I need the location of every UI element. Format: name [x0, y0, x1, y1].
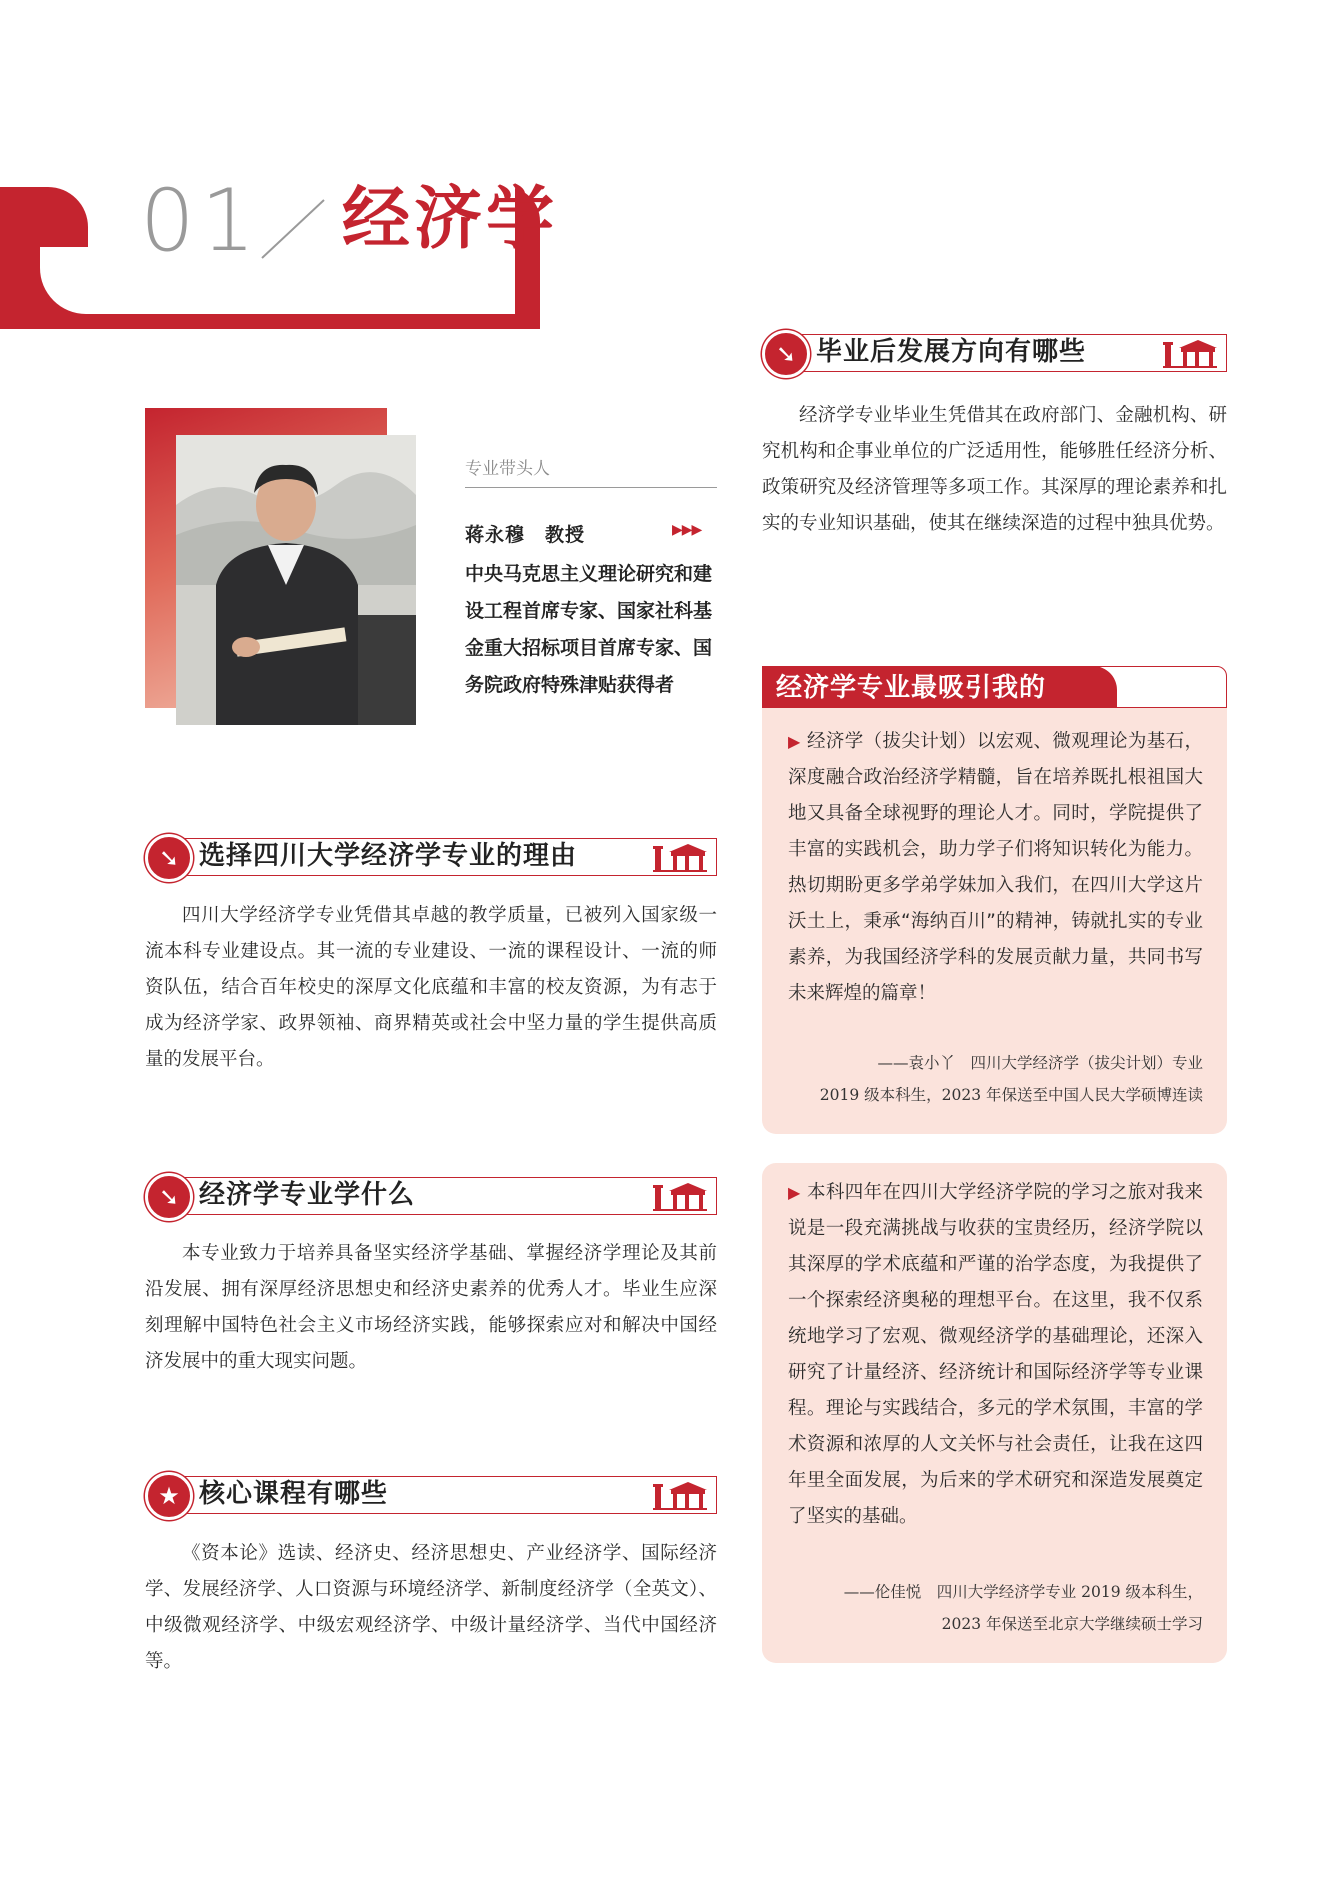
section-body: 本专业致力于培养具备坚实经济学基础、掌握经济学理论及其前沿发展、拥有深厚经济思想史和经济史素养的优秀人才。毕业生应深刻理解中国特色社会主义市场经济实践，能够探索应对和解决中国经济发展中的重大现实问题。: [145, 1243, 717, 1372]
section-body: 经济学专业毕业生凭借其在政府部门、金融机构、研究机构和企事业单位的广泛适用性，能够胜任经济分析、政策研究及经济管理等多项工作。其深厚的理论素养和扎实的专业知识基础，使其在继续深造的过程中独具优势。: [762, 405, 1227, 534]
leader-description: 中央马克思主义理论研究和建设工程首席专家、国家社科基金重大招标项目首席专家、国务院政府特殊津贴获得者: [465, 563, 713, 696]
section-header-learn: [145, 1173, 717, 1219]
triangle-bullet-icon: ▶: [788, 732, 801, 751]
section-title: 经济学专业学什么: [199, 1180, 416, 1210]
page-title: 经济学: [342, 179, 559, 259]
section-header-career: [762, 330, 1227, 376]
quote-card: [762, 708, 1227, 1134]
section-title: 毕业后发展方向有哪些: [816, 337, 1087, 367]
arrow-badge-icon: ➘: [145, 1173, 193, 1221]
quote-signature: ——伦佳悦 四川大学经济学专业 2019 级本科生，: [843, 1583, 1203, 1601]
arrow-badge-icon: ➘: [145, 834, 193, 882]
chapter-number: 01: [140, 171, 262, 271]
leader-name: 蒋永穆 教授: [465, 524, 586, 546]
section-header-reason: [145, 834, 717, 880]
gate-icon: [653, 1179, 707, 1211]
divider: [465, 487, 717, 488]
section-title: 核心课程有哪些: [199, 1479, 389, 1509]
gate-icon: [653, 840, 707, 872]
star-badge-icon: ★: [145, 1472, 193, 1520]
section-title: 经济学专业最吸引我的: [776, 673, 1047, 703]
quote-text: 本科四年在四川大学经济学院的学习之旅对我来说是一段充满挑战与收获的宝贵经历，经济学院以其深厚的学术底蕴和严谨的治学态度，为我提供了一个探索经济奥秘的理想平台。在这里，我不仅系统地学习了宏观、微观经济学的基础理论，还深入研究了计量经济、经济统计和国际经济学等专业课程。理论与实践结合，多元的学术氛围，丰富的学术资源和浓厚的人文关怀与社会责任，让我在这四年里全面发展，为后来的学术研究和深造发展奠定了坚实的基础。: [788, 1182, 1203, 1527]
section-header-courses: [145, 1472, 717, 1518]
quote-text: 经济学（拔尖计划）以宏观、微观理论为基石，深度融合政治经济学精髓，旨在培养既扎根祖国大地又具备全球视野的理论人才。同时，学院提供了丰富的实践机会，助力学子们将知识转化为能力。热切期盼更多学弟学妹加入我们，在四川大学这片沃土上，秉承“海纳百川”的精神，铸就扎实的专业素养，为我国经济学科的发展贡献力量，共同书写未来辉煌的篇章！: [788, 731, 1203, 1004]
section-header-attract: [762, 666, 1227, 708]
section-body: 四川大学经济学专业凭借其卓越的教学质量，已被列入国家级一流本科专业建设点。其一流的专业建设、一流的课程设计、一流的师资队伍，结合百年校史的深厚文化底蕴和丰富的校友资源，为有志于成为经济学家、政界领袖、商界精英或社会中坚力量的学生提供高质量的发展平台。: [145, 905, 717, 1070]
quote-signature: 2023 年保送至北京大学继续硕士学习: [941, 1615, 1203, 1633]
section-body: 《资本论》选读、经济史、经济思想史、产业经济学、国际经济学、发展经济学、人口资源与环境经济学、新制度经济学（全英文）、中级微观经济学、中级宏观经济学、中级计量经济学、当代中国经济等。: [145, 1543, 717, 1672]
quote-signature: 2019 级本科生，2023 年保送至中国人民大学硕博连读: [819, 1086, 1203, 1104]
leader-photo: [176, 435, 416, 725]
triangle-bullet-icon: ▶: [788, 1183, 801, 1202]
quote-card: [762, 1163, 1227, 1663]
quote-signature: ——袁小丫 四川大学经济学（拔尖计划）专业: [877, 1054, 1203, 1072]
gate-icon: [653, 1478, 707, 1510]
leader-caption: 专业带头人: [465, 459, 550, 479]
gate-icon: [1163, 336, 1217, 368]
triple-arrow-icon: ▶▶▶: [672, 522, 702, 538]
header-tab-curve: [0, 187, 88, 314]
slash-divider: [258, 198, 328, 260]
section-title: 选择四川大学经济学专业的理由: [199, 841, 578, 871]
arrow-badge-icon: ➘: [762, 330, 810, 378]
